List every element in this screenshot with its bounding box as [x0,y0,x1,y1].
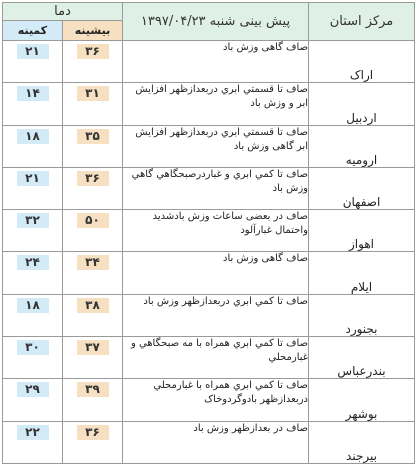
province-name: بیرجند [309,421,415,463]
max-temp-value: ۳۹ [77,382,109,397]
table-row [3,167,415,209]
table-row [3,379,415,421]
forecast-rows [3,41,415,464]
min-temp-cell [3,252,63,294]
forecast-text: صاف تا کمي ابري همراه با مه صبحگاهي و غبارمحلي [123,337,309,379]
min-temp-cell [3,379,63,421]
table-row [3,421,415,463]
min-temp-value: ۱۸ [17,129,49,144]
forecast-text: صاف تا کمي ابري و غباردرصبحگاهي گاهي وزش باد [123,167,309,209]
min-temp-cell [3,337,63,379]
forecast-column-header: پیش بینی شنبه ۱۳۹۷/۰۴/۲۳ [123,3,309,41]
table-row [3,252,415,294]
forecast-text: صاف تا کمي ابري همراه با غبارمحلي دربعدازظهر بادوگردوخاک [123,379,309,421]
max-temp-value: ۳۱ [77,86,109,101]
min-temp-value: ۲۴ [17,255,49,270]
max-temp-header: بیشینه [63,21,123,41]
max-temp-cell [63,41,123,83]
max-temp-cell [63,337,123,379]
min-temp-value: ۳۰ [17,340,49,355]
province-name: اراک [309,41,415,83]
min-temp-cell [3,125,63,167]
max-temp-cell [63,421,123,463]
min-temp-cell [3,167,63,209]
max-temp-cell [63,379,123,421]
table-row [3,125,415,167]
max-temp-cell [63,125,123,167]
province-name: بوشهر [309,379,415,421]
max-temp-value: ۳۴ [77,255,109,270]
max-temp-value: ۳۸ [77,298,109,313]
forecast-text: صاف تا کمي ابري دربعدازظهر وزش باد [123,294,309,336]
forecast-text: صاف گاهی وزش باد [123,252,309,294]
min-temp-cell [3,421,63,463]
province-name: بجنورد [309,294,415,336]
temperature-column-header: دما [3,3,123,21]
province-name: اهواز [309,210,415,252]
max-temp-cell [63,252,123,294]
table-row [3,83,415,125]
forecast-table [2,2,415,464]
min-temp-value: ۱۸ [17,298,49,313]
table-row [3,41,415,83]
max-temp-cell [63,210,123,252]
forecast-text: صاف تا قسمتي ابري دربعدازظهر افزايش ابر گاهی وزش باد [123,125,309,167]
min-temp-cell [3,294,63,336]
max-temp-value: ۳۶ [77,425,109,440]
min-temp-cell [3,41,63,83]
province-column-header: مرکز استان [309,3,415,41]
table-row [3,294,415,336]
max-temp-value: ۳۵ [77,129,109,144]
min-temp-cell [3,210,63,252]
min-temp-value: ۲۱ [17,44,49,59]
min-temp-value: ۳۲ [17,213,49,228]
province-name: اصفهان [309,167,415,209]
province-name: ارومیه [309,125,415,167]
table-row [3,337,415,379]
forecast-text: صاف در بعضی ساعات وزش بادشديد واحتمال غبارآلود [123,210,309,252]
forecast-text: صاف در بعدازظهر وزش باد [123,421,309,463]
max-temp-value: ۳۶ [77,171,109,186]
table-row [3,210,415,252]
max-temp-cell [63,294,123,336]
province-name: اردبیل [309,83,415,125]
forecast-text: صاف تا قسمتي ابري دربعدازظهر افزايش ابر و وزش باد [123,83,309,125]
min-temp-value: ۲۱ [17,171,49,186]
min-temp-value: ۲۲ [17,425,49,440]
max-temp-cell [63,167,123,209]
province-name: بندرعباس [309,337,415,379]
forecast-text: صاف گاهی وزش باد [123,41,309,83]
min-temp-header: کمینه [3,21,63,41]
min-temp-value: ۱۴ [17,86,49,101]
max-temp-cell [63,83,123,125]
max-temp-value: ۳۶ [77,44,109,59]
max-temp-value: ۵۰ [77,213,109,228]
province-name: ایلام [309,252,415,294]
max-temp-value: ۳۷ [77,340,109,355]
min-temp-value: ۲۹ [17,382,49,397]
min-temp-cell [3,83,63,125]
